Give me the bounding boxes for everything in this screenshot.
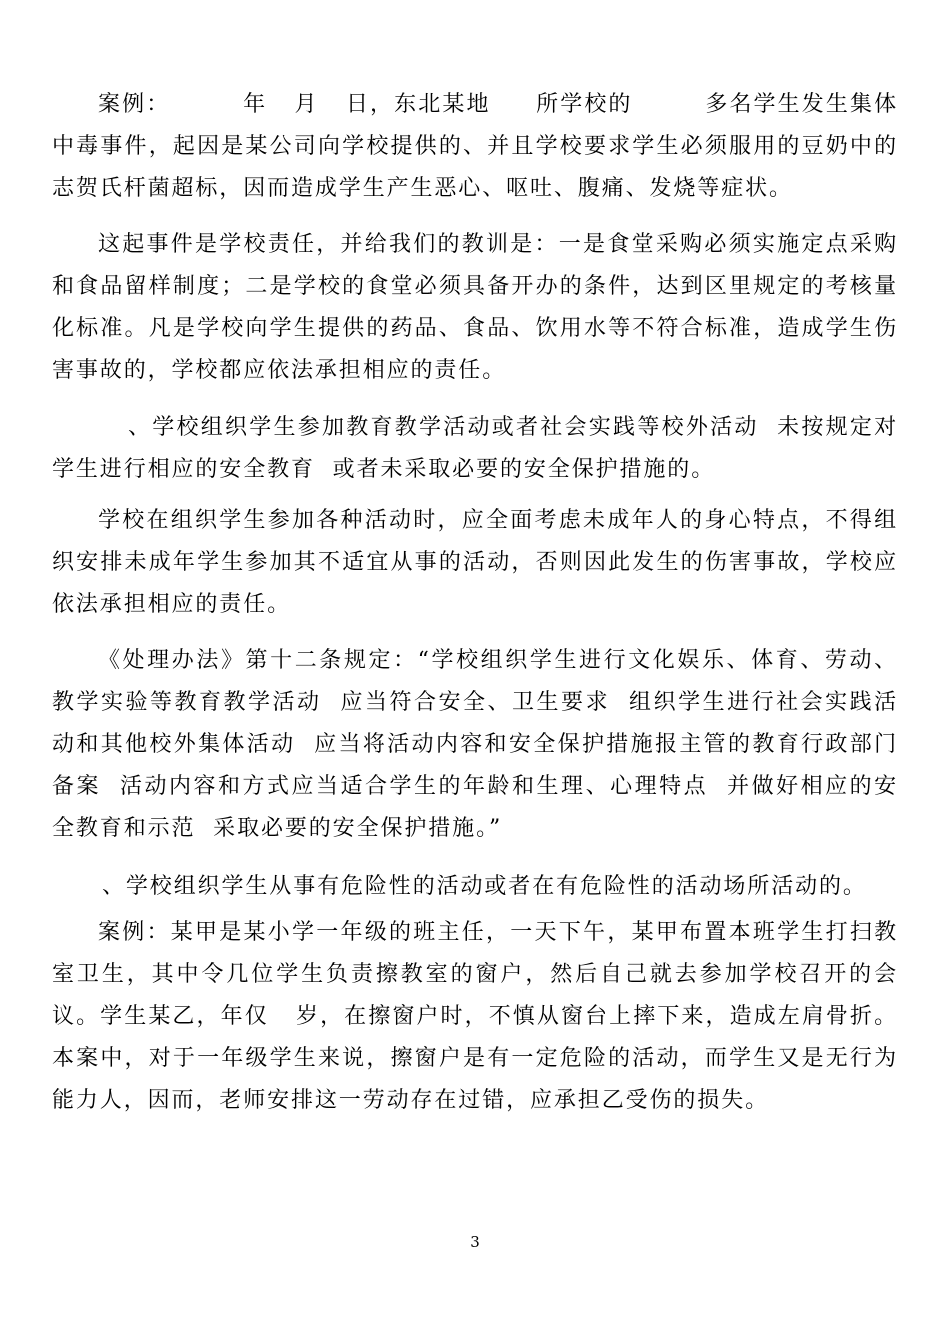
paragraph-regulation-article-12: 《处理办法》第十二条规定：“学校组织学生进行文化娱乐、体育、劳动、教学实验等教育教学活动 应当符合安全、卫生要求 组织学生进行社会实践活动和其他校外集体活动 应当将活动内容和安全保护措施报主管的教育行政部门备案 活动内容和方式应当适合学生的年龄和生理、心理特点 并做好相应的安全教育和示范 采取必要的安全保护措施。” — [52, 648, 898, 841]
paragraph-activity-safety-clause: 、学校组织学生参加教育教学活动或者社会实践等校外活动 未按规定对学生进行相应的安全教育 或者未采取必要的安全保护措施的。 — [52, 415, 898, 482]
paragraph-dangerous-activity-clause: 、学校组织学生从事有危险性的活动或者在有危险性的活动场所活动的。 — [102, 874, 867, 899]
paragraph-activity-considerations: 学校在组织学生参加各种活动时，应全面考虑未成年人的身心特点，不得组织安排未成年学生参加其不适宜从事的活动，否则因此发生的伤害事故，学校应依法承担相应的责任。 — [52, 508, 898, 617]
page-number: 3 — [470, 1233, 480, 1251]
paragraph-school-responsibility: 这起事件是学校责任，并给我们的教训是：一是食堂采购必须实施定点采购和食品留样制度；二是学校的食堂必须具备开办的条件，达到区里规定的考核量化标准。凡是学校向学生提供的药品、食品、饮用水等不符合标准，造成学生伤害事故的，学校都应依法承担相应的责任。 — [52, 232, 898, 383]
paragraph-case-window-fall: 案例：某甲是某小学一年级的班主任，一天下午，某甲布置本班学生打扫教室卫生，其中令几位学生负责擦教室的窗户，然后自己就去参加学校召开的会议。学生某乙，年仅 岁，在擦窗户时，不慎从窗台上摔下来，造成左肩骨折。本案中，对于一年级学生来说，擦窗户是有一定危险的活动，而学生又是无行为能力人，因而，老师安排这一劳动存在过错，应承担乙受伤的损失。 — [52, 920, 898, 1113]
paragraph-case-poisoning: 案例： 年 月 日，东北某地 所学校的 多名学生发生集体中毒事件，起因是某公司向学校提供的、并且学校要求学生必须服用的豆奶中的志贺氏杆菌超标，因而造成学生产生恶心、呕吐、腹痛、发烧等症状。 — [52, 92, 898, 201]
